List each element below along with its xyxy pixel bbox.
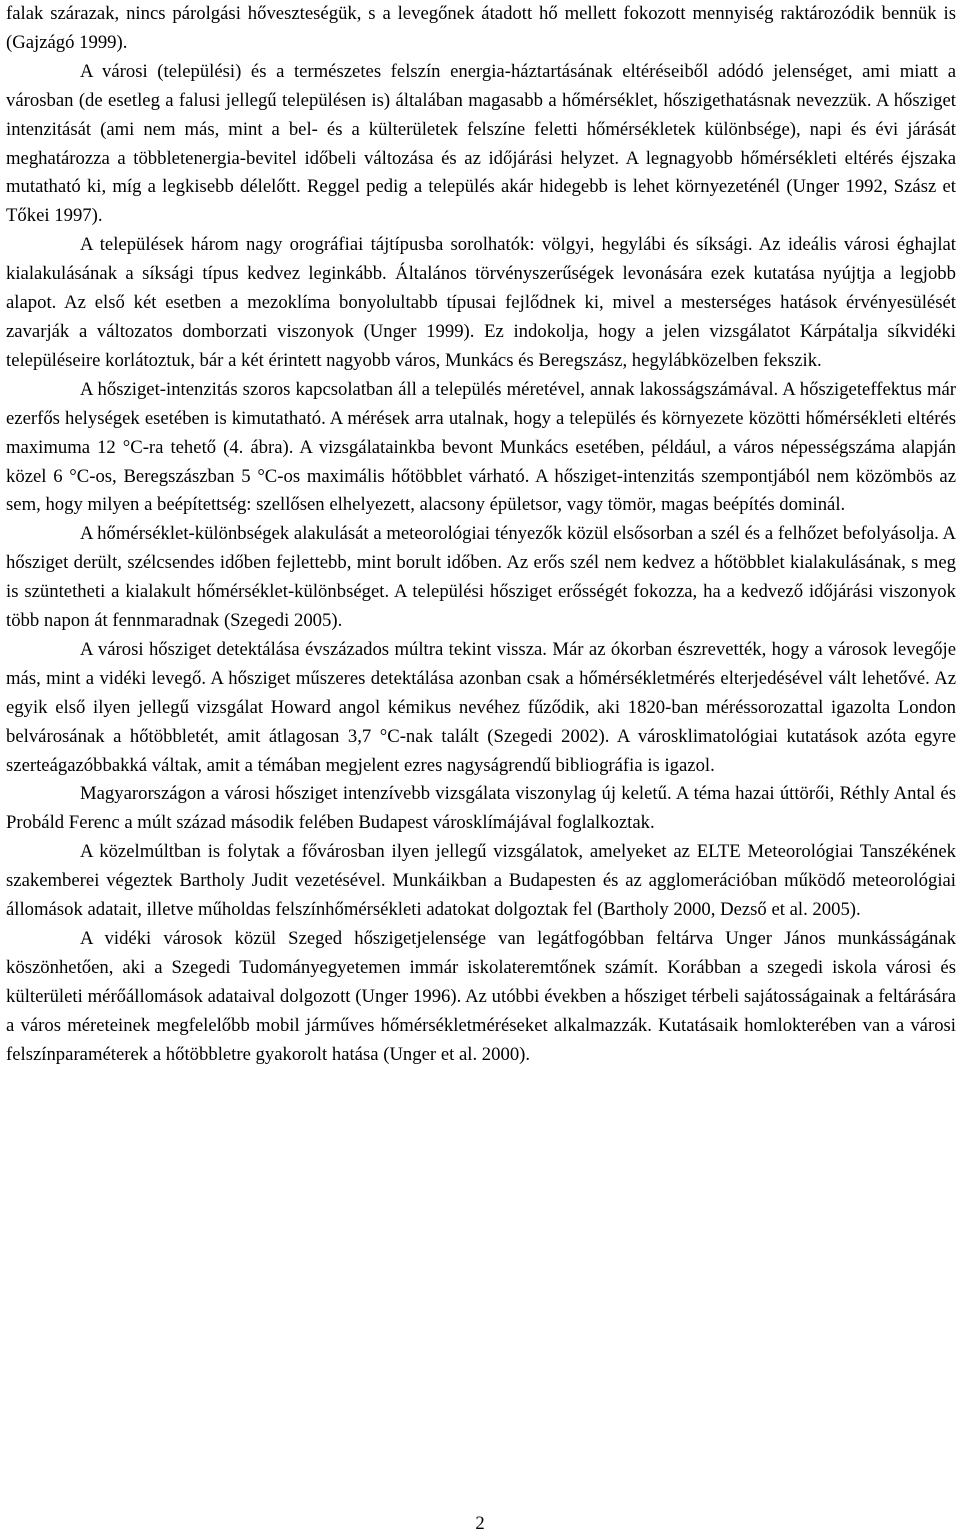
paragraph-meteorological-factors: A hőmérséklet-különbségek alakulását a meteorológiai tényezők közül elsősorban a szél és a felhőzet befolyásolja. A hősziget derült, szélcsendes időben fejlettebb, mint borult időben. Az erős szél nem kedvez a hőtöbblet kialakulásának, s meg is szüntetheti a kialakult hőmérséklet-különbséget. A települési hősziget erősségét fokozza, ha a kedvező időjárási viszonyok több napon át fennmaradnak (Szegedi 2005). <box>6 523 956 632</box>
paragraph-continuation: falak szárazak, nincs párolgási hőveszteségük, s a levegőnek átadott hő mellett fokozott mennyiség raktározódik bennük is (Gajzágó 1999). <box>6 3 956 53</box>
paragraph-orographic-types: A települések három nagy orográfiai tájtípusba sorolhatók: völgyi, hegylábi és síksági. Az ideális városi éghajlat kialakulásának a síksági típus kedvez leginkább. Általános törvényszerűségek levonására ezek kutatása nyújtja a legjobb alapot. Az első két esetben a mezoklíma bonyolultabb típusai fejlődnek ki, mivel a mesterséges hatások érvényesülését zavarják a változatos domborzati viszonyok (Unger 1999). Ez indokolja, hogy a jelen vizsgálatot Kárpátalja síkvidéki településeire korlátoztuk, bár a két érintett nagyobb város, Munkács és Beregszász, hegylábközelben fekszik. <box>6 234 956 371</box>
paragraph-szeged-research: A vidéki városok közül Szeged hőszigetjelensége van legátfogóbban feltárva Unger János munkásságának köszönhetően, aki a Szegedi Tudományegyetemen immár iskolateremtőnek számít. Korábban a szegedi iskola városi és külterületi mérőállomások adataival dolgozott (Unger 1996). Az utóbbi években a hősziget térbeli sajátosságainak a feltárására a város méreteinek megfelelőbb mobil járműves hőmérsékletméréseket alkalmazzák. Kutatásaik homlokterében van a városi felszínparaméterek a hőtöbbletre gyakorolt hatása (Unger et al. 2000). <box>6 928 956 1065</box>
page-number: 2 <box>475 1513 485 1534</box>
paragraph-history-detection: A városi hősziget detektálása évszázados múltra tekint vissza. Már az ókorban észrevették, hogy a városok levegője más, mint a vidéki levegő. A hősziget műszeres detektálása azonban csak a hőmérsékletmérés elterjedésével vált lehetővé. Az egyik első ilyen jellegű vizsgálat Howard angol kémikus nevéhez fűződik, aki 1820-ban méréssorozattal igazolta London belvárosának a hőtöbbletét, amit átlagosan 3,7 °C-nak talált (Szegedi 2002). A városklimatológiai kutatások azóta egyre szerteágazóbbakká váltak, amit a témában megjelent ezres nagyságrendű bibliográfia is igazol. <box>6 638 956 776</box>
paragraph-urban-heat-island-definition: A városi (települési) és a természetes felszín energia-háztartásának eltéréseiből adódó jelenséget, ami miatt a városban (de esetleg a falusi jellegű településen is) általában magasabb a hőmérséklet, hőszigethatásnak nevezzük. A hősziget intenzitását (ami nem más, mint a bel- és a külterületek felszíne feletti hőmérsékletek különbsége), napi és évi járását meghatározza a többletenergia-bevitel időbeli változása és az időjárási helyzet. A legnagyobb hőmérsékleti eltérés éjszaka mutatható ki, míg a legkisebb délelőtt. Reggel pedig a település akár hidegebb is lehet környezeténél (Unger 1992, Szász et Tőkei 1997). <box>6 60 956 227</box>
document-body <box>6 0 956 1070</box>
paragraph-hungary-research: Magyarországon a városi hősziget intenzívebb vizsgálata viszonylag új keletű. A téma hazai úttörői, Réthly Antal és Probáld Ferenc a múlt század második felében Budapest városklímájával foglalkoztak. <box>6 783 956 834</box>
paragraph-heat-island-intensity: A hősziget-intenzitás szoros kapcsolatban áll a település méretével, annak lakosságszámával. A hőszigeteffektus már ezerfős helységek esetében is kimutatható. A mérések arra utalnak, hogy a település és környezete közötti hőmérsékleti eltérés maximuma 12 °C-ra tehető (4. ábra). A vizsgálatainkba bevont Munkács esetében, például, a város népességszáma alapján közel 6 °C-os, Beregszászban 5 °C-os maximális hőtöbblet várható. A hősziget-intenzitás szempontjából nem közömbös az sem, hogy milyen a beépítettség: szellősen elhelyezett, alacsony épületsor, vagy tömör, magas beépítés dominál. <box>6 378 956 516</box>
paragraph-budapest-research: A közelmúltban is folytak a fővárosban ilyen jellegű vizsgálatok, amelyeket az ELTE Meteorológiai Tanszékének szakemberei végeztek Bartholy Judit vezetésével. Munkáikban a Budapesten és az agglomerációban működő meteorológiai állomások adatait, illetve műholdas felszínhőmérsékleti adatokat dolgoztak fel (Bartholy 2000, Dezső et al. 2005). <box>6 841 956 921</box>
